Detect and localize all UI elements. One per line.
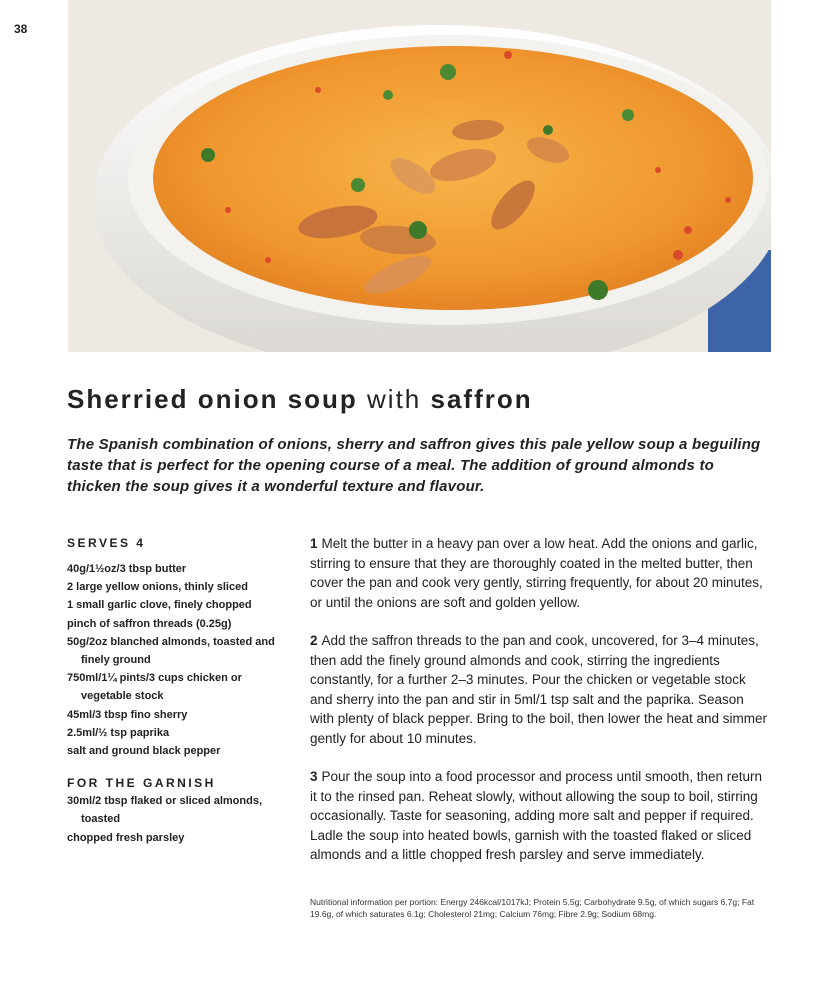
soup-bowl-illustration bbox=[68, 0, 771, 352]
method-step bbox=[310, 631, 770, 748]
step-number: 1 bbox=[310, 536, 318, 551]
nutrition-info: Nutritional information per portion: Energy 246kcal/1017kJ; Protein 5.5g; Carbohydrate 9.5g, of which sugars 6.7g; Fat 19.6g, of which saturates 6.1g; Cholesterol 21mg; Calcium 76mg; Fibre 2.9g; Sodium 68mg. bbox=[310, 897, 755, 919]
method-column bbox=[310, 534, 770, 884]
garnish-item: 30ml/2 tbsp flaked or sliced almonds, toasted bbox=[67, 795, 263, 826]
page-number: 38 bbox=[14, 22, 28, 36]
method-step bbox=[310, 767, 770, 865]
soup-photo bbox=[68, 0, 771, 352]
step-text: Add the saffron threads to the pan and cook, uncovered, for 3–4 minutes, then add the finely ground almonds and cook, stirring the ingredients constantly, for a further 2–3 minutes. Pour the chicken or vegetable stock and sherry into the pan and stir in 5ml/1 tsp salt and the paprika. Season with plenty of black pepper. Bring to the boil, then lower the heat and simmer gently for about 10 minutes. bbox=[310, 633, 768, 746]
garnish-list bbox=[67, 792, 282, 847]
recipe-intro: The Spanish combination of onions, sherry and saffron gives this pale yellow soup a beguiling taste that is perfect for the opening course of a meal. The addition of ground almonds to thicken the soup gives it a wonderful texture and flavour. bbox=[67, 436, 761, 495]
serves-heading: SERVES 4 bbox=[67, 536, 146, 550]
ingredient-item: salt and ground black pepper bbox=[67, 745, 221, 758]
garnish-heading: FOR THE GARNISH bbox=[67, 776, 216, 791]
step-number: 3 bbox=[310, 769, 318, 784]
title-main: Sherried onion soup bbox=[67, 384, 358, 414]
ingredient-item: 1 small garlic clove, finely chopped bbox=[67, 599, 252, 612]
ingredient-item: 45ml/3 tbsp fino sherry bbox=[67, 708, 188, 721]
ingredient-item: 50g/2oz blanched almonds, toasted and finely ground bbox=[67, 635, 275, 667]
ingredient-item: pinch of saffron threads (0.25g) bbox=[67, 617, 232, 630]
ingredient-item: 2.5ml/½ tsp paprika bbox=[67, 726, 170, 739]
garnish-item: chopped fresh parsley bbox=[67, 831, 185, 844]
title-connector: with bbox=[367, 384, 422, 414]
step-number: 2 bbox=[310, 633, 318, 648]
ingredients-column bbox=[67, 536, 282, 847]
ingredient-item: 2 large yellow onions, thinly sliced bbox=[67, 581, 248, 594]
method-step bbox=[310, 534, 770, 612]
ingredient-list bbox=[67, 560, 282, 760]
recipe-title bbox=[67, 384, 533, 415]
step-text: Melt the butter in a heavy pan over a low heat. Add the onions and garlic, stirring to ensure that they are thoroughly coated in the melted butter, then cover the pan and cook very gently, stirring frequently, for about 20 minutes, or until the onions are soft and golden yellow. bbox=[310, 536, 763, 610]
step-text: Pour the soup into a food processor and process until smooth, then return it to the rinsed pan. Reheat slowly, without allowing the soup to boil, stirring occasionally. Taste for seasoning, adding more salt and pepper if required. Ladle the soup into heated bowls, garnish with the toasted flaked or sliced almonds and a little chopped fresh parsley and serve immediately. bbox=[310, 769, 763, 862]
ingredient-item: 750ml/1¼ pints/3 cups chicken or vegetable stock bbox=[67, 672, 242, 703]
ingredient-item: 40g/1½oz/3 tbsp butter bbox=[67, 563, 187, 575]
title-end: saffron bbox=[430, 384, 533, 414]
